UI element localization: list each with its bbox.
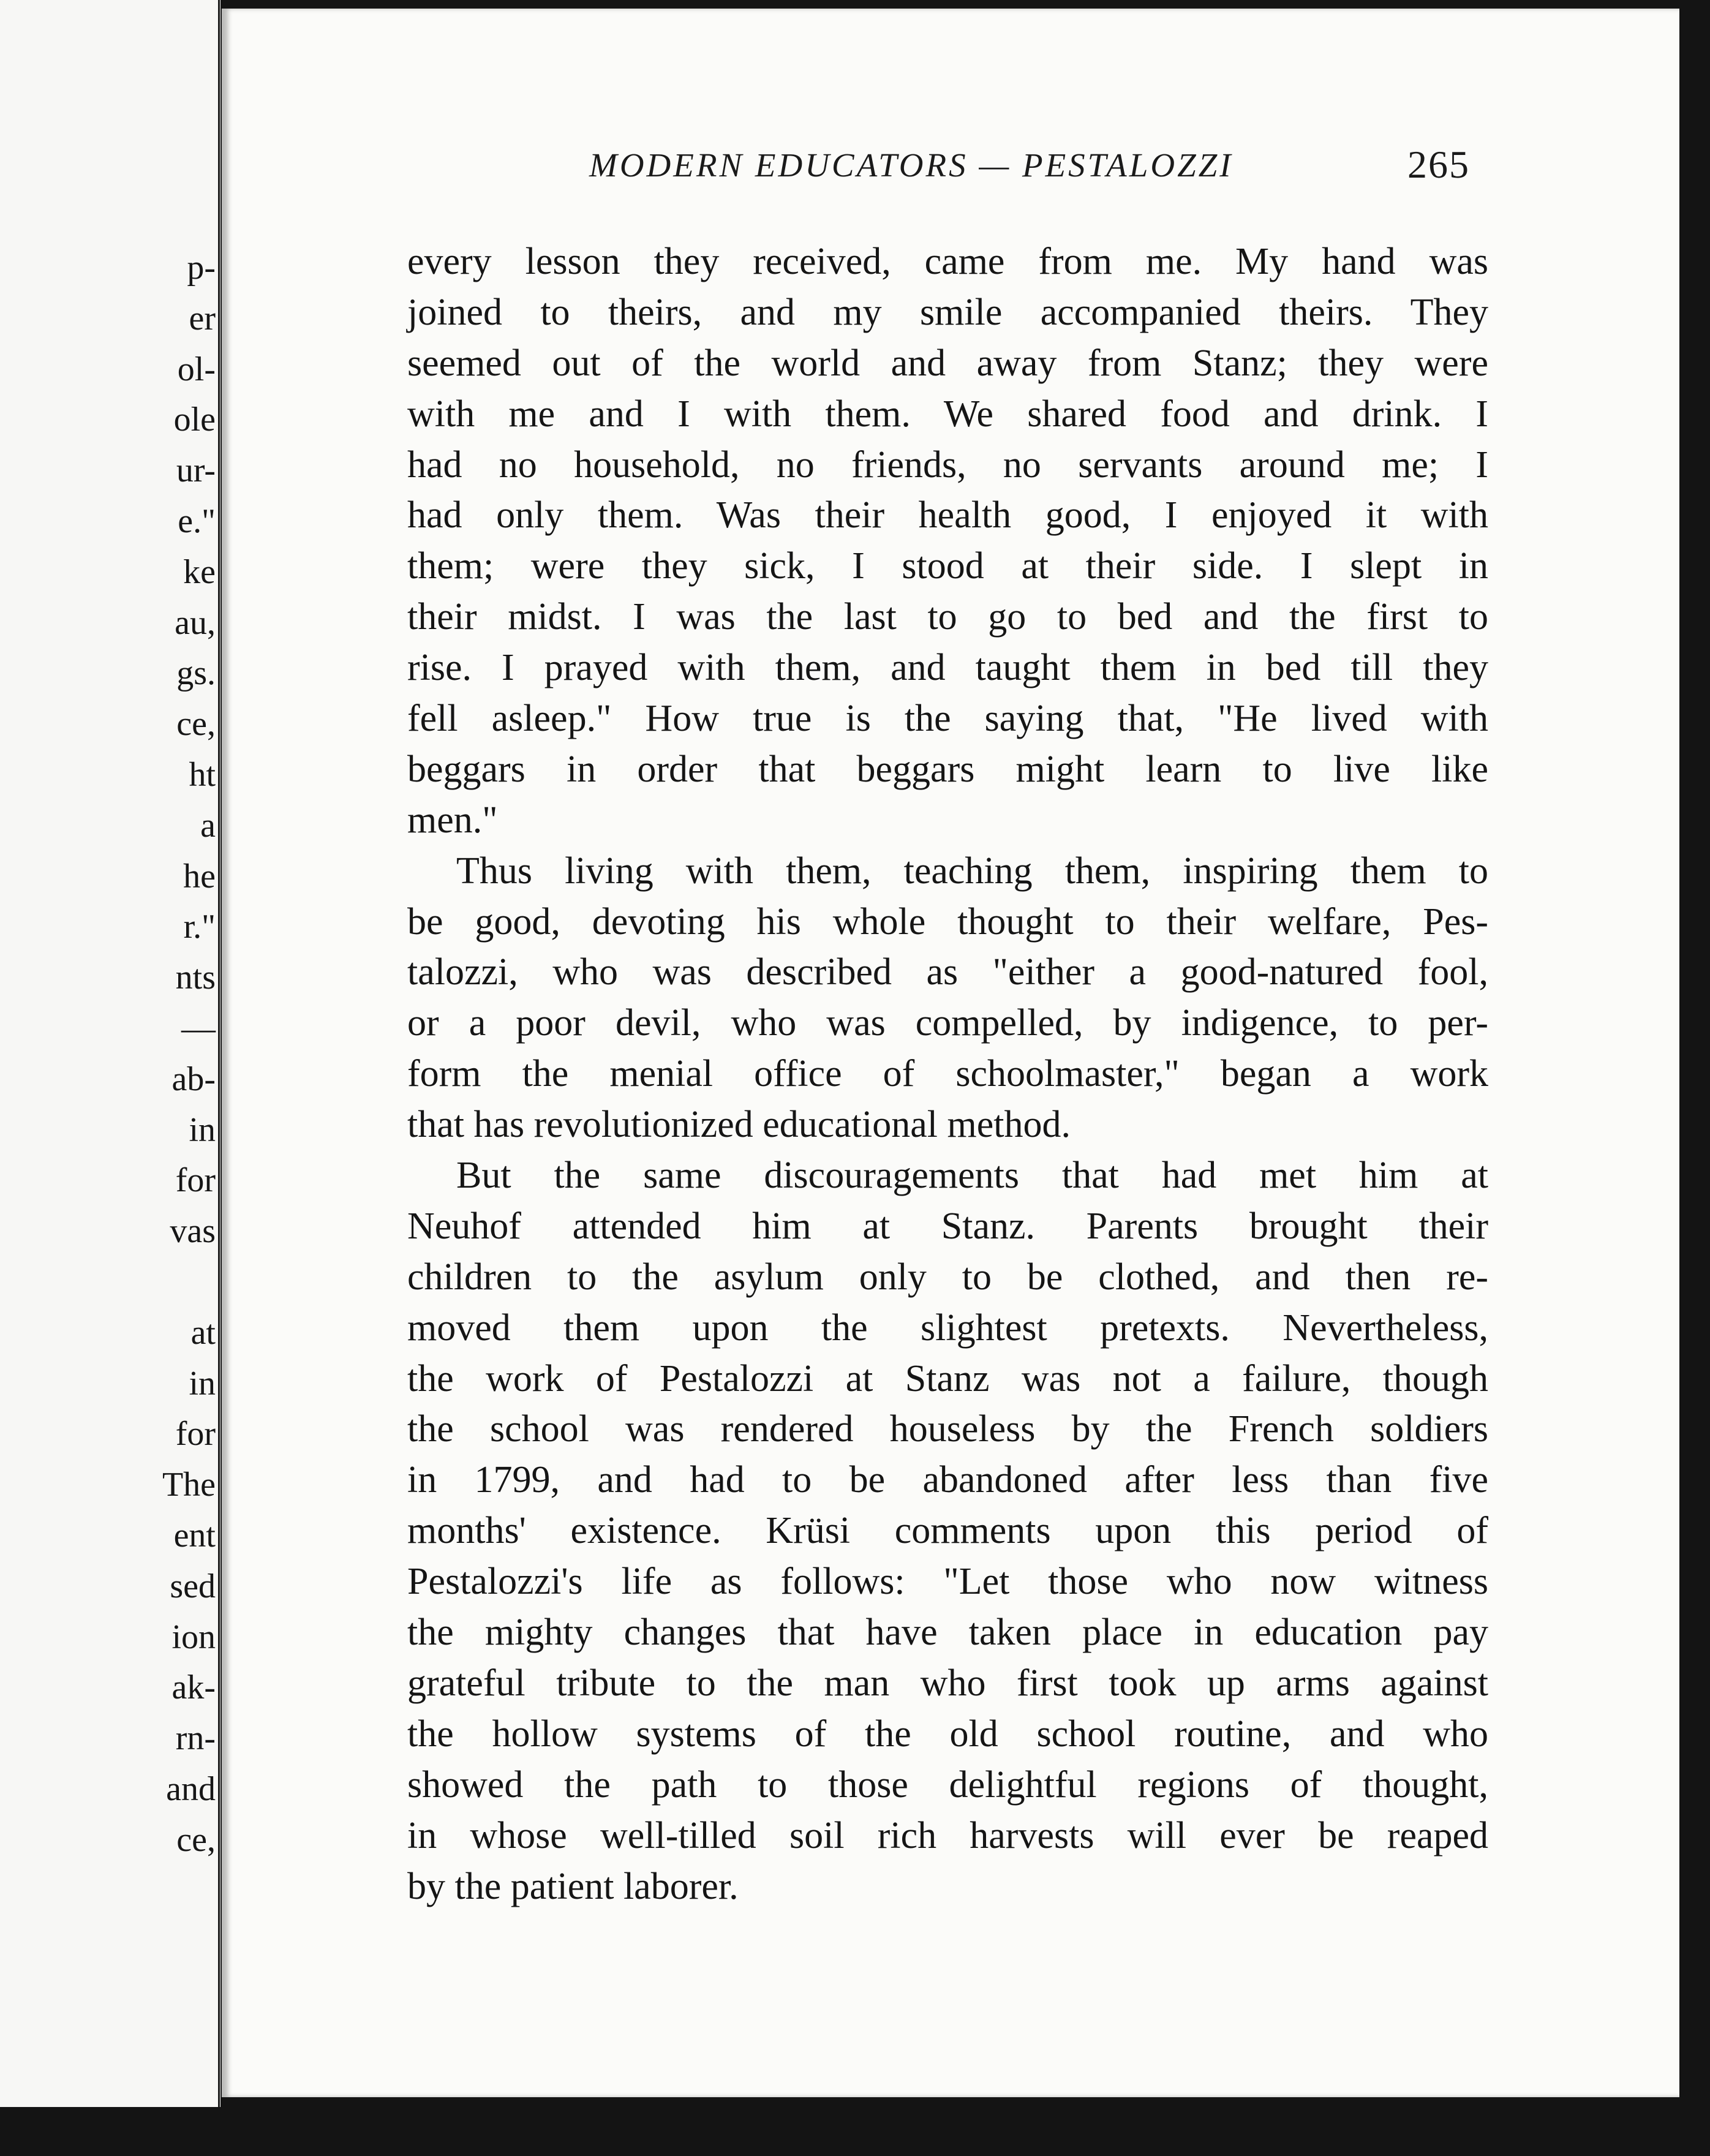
margin-fragment: ion	[171, 1618, 216, 1656]
margin-fragment: au,	[175, 603, 216, 642]
margin-fragment: p-	[187, 249, 216, 287]
margin-fragment: —	[181, 1009, 216, 1047]
text-line: joined to theirs, and my smile accompanied theirs. They	[407, 291, 1488, 333]
margin-fragment: for	[175, 1415, 216, 1453]
text-line: by the patient laborer.	[407, 1865, 739, 1907]
text-line: fell asleep." How true is the saying that, "He lived with	[407, 698, 1488, 740]
margin-fragment: ab-	[171, 1060, 216, 1098]
margin-fragment: ce,	[176, 705, 216, 744]
text-line: grateful tribute to the man who first took up arms against	[407, 1662, 1488, 1704]
text-line: in 1799, and had to be abandoned after less than five	[407, 1459, 1488, 1501]
margin-fragment	[32, 1257, 216, 1308]
margin-fragment: nts	[175, 959, 216, 997]
running-head	[367, 141, 1470, 190]
left-page	[0, 0, 220, 2107]
margin-fragment: ce,	[176, 1820, 216, 1859]
text-line: Thus living with them, teaching them, inspiring them to	[456, 850, 1488, 892]
margin-fragment: a	[200, 806, 216, 845]
paragraph	[407, 846, 1488, 1150]
margin-fragment: ol-	[177, 350, 216, 388]
margin-fragment: r."	[183, 908, 216, 946]
margin-fragment: gs.	[176, 654, 216, 693]
text-line: showed the path to those delightful regions of thought,	[407, 1763, 1488, 1806]
paragraph	[407, 1150, 1488, 1912]
margin-fragment: at	[190, 1313, 216, 1352]
margin-fragment: in	[189, 1110, 216, 1149]
text-line: rise. I prayed with them, and taught them in bed till they	[407, 647, 1488, 689]
running-head-title: MODERN EDUCATORS — PESTALOZZI	[589, 146, 1234, 184]
margin-fragment: ur-	[176, 451, 216, 490]
margin-fragment: e."	[178, 502, 216, 540]
gutter-fold-line	[218, 0, 220, 2107]
text-line: form the menial office of schoolmaster," began a work	[407, 1053, 1488, 1095]
text-line: Neuhof attended him at Stanz. Parents brought their	[407, 1205, 1488, 1247]
text-line: the hollow systems of the old school routine, and who	[407, 1713, 1488, 1755]
margin-fragment: and	[166, 1770, 216, 1808]
text-line: every lesson they received, came from me. My hand was	[407, 241, 1488, 282]
text-line: their midst. I was the last to go to bed and the first to	[407, 596, 1488, 638]
body-text	[407, 236, 1488, 1912]
text-line: months' existence. Krüsi comments upon this period of	[407, 1510, 1488, 1552]
text-line: the work of Pestalozzi at Stanz was not a failure, though	[407, 1357, 1488, 1400]
text-line: be good, devoting his whole thought to their welfare, Pes-	[407, 900, 1488, 943]
text-line: in whose well-tilled soil rich harvests will ever be reaped	[407, 1814, 1488, 1856]
text-line: Pestalozzi's life as follows: "Let those who now witness	[407, 1561, 1488, 1603]
paragraph	[407, 236, 1488, 846]
left-page-margin-text	[32, 243, 216, 1866]
text-line: children to the asylum only to be clothed, and then re-	[407, 1256, 1488, 1298]
margin-fragment: The	[162, 1466, 216, 1504]
margin-fragment: ent	[173, 1516, 216, 1555]
margin-fragment: rn-	[175, 1719, 216, 1758]
margin-fragment: ke	[183, 552, 216, 591]
text-line: with me and I with them. We shared food and drink. I	[407, 393, 1488, 435]
page-number: 265	[1407, 143, 1470, 186]
text-line: But the same discouragements that had met him at	[456, 1155, 1488, 1197]
margin-fragment: sed	[170, 1567, 216, 1605]
text-line: men."	[407, 799, 498, 841]
text-line: talozzi, who was described as "either a good-natured fool,	[407, 951, 1488, 993]
margin-fragment: vas	[170, 1212, 216, 1251]
text-line: beggars in order that beggars might learn to live like	[407, 748, 1488, 790]
text-line: moved them upon the slightest pretexts. Nevertheless,	[407, 1306, 1488, 1349]
margin-fragment: ole	[173, 401, 216, 439]
text-line: them; were they sick, I stood at their side. I slept in	[407, 545, 1488, 587]
text-line: had no household, no friends, no servants around me; I	[407, 443, 1488, 486]
margin-fragment: er	[189, 299, 216, 337]
text-line: had only them. Was their health good, I enjoyed it with	[407, 494, 1488, 537]
margin-fragment: ht	[189, 755, 216, 794]
text-line: or a poor devil, who was compelled, by indigence, to per-	[407, 1002, 1488, 1044]
margin-fragment: he	[183, 857, 216, 895]
margin-fragment: in	[189, 1364, 216, 1403]
text-line: the school was rendered houseless by the French soldiers	[407, 1408, 1488, 1450]
margin-fragment: for	[175, 1161, 216, 1200]
text-line: that has revolutionized educational method.	[407, 1104, 1071, 1146]
margin-fragment: ak-	[171, 1668, 216, 1707]
text-line: the mighty changes that have taken place in education pay	[407, 1611, 1488, 1654]
text-line: seemed out of the world and away from Stanz; they were	[407, 342, 1488, 384]
